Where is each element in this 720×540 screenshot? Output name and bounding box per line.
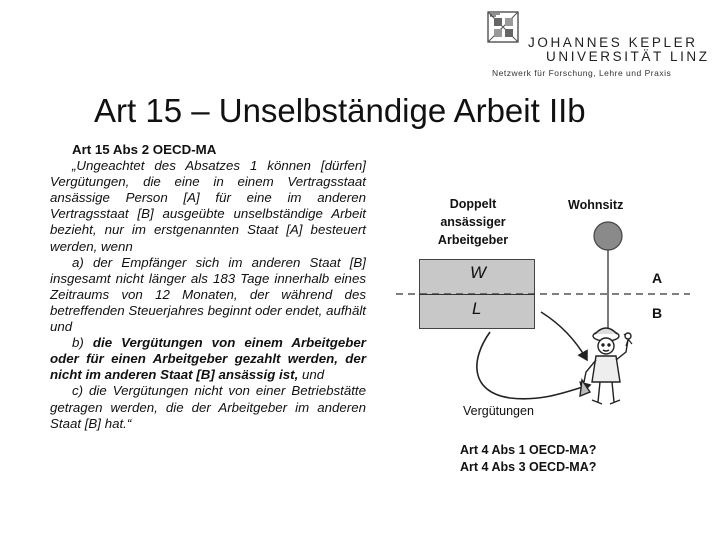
- reference-art4-abs3: Art 4 Abs 3 OECD-MA?: [460, 460, 597, 474]
- article-heading: Art 15 Abs 2 OECD-MA: [72, 142, 217, 157]
- worker-figure-icon: [580, 328, 632, 404]
- logo-tagline: Netzwerk für Forschung, Lehre und Praxis: [492, 68, 672, 78]
- employer-label: Doppelt ansässiger Arbeitgeber: [437, 197, 509, 247]
- residence-label: Wohnsitz: [568, 198, 624, 212]
- logo-line-2: UNIVERSITÄT LINZ: [546, 49, 710, 64]
- box-label-l: L: [472, 299, 482, 318]
- page-title: Art 15 – Unselbständige Arbeit IIb: [94, 92, 586, 129]
- condition-b-bold: die Vergütungen von einem Arbeitgeber oder für einen Arbeitgeber gezahlt werden, der nicht im anderen Staat [B] ansässig ist,: [50, 335, 366, 383]
- logo-line-1: JOHANNES KEPLER: [528, 35, 698, 50]
- condition-c-text: c) die Vergütungen nicht von einer Betriebstätte getragen werden, die der Arbeitgeber im anderen Staat [B] hat.: [50, 383, 366, 431]
- residence-circle-icon: [594, 222, 622, 250]
- article-intro: „Ungeachtet des Absatzes 1 können [dürfen] Vergütungen, die eine in einem Vertragsstaat ansässige Person [A] für eine im anderen Vertragsstaat [B] ausgeübte unselbständige Arbeit bezieht, nur im erstgenannten Staat [A] besteuert werden, wenn: [50, 158, 366, 254]
- assignment-arrow: [541, 312, 587, 360]
- condition-c-close: “: [126, 415, 132, 431]
- box-label-w: W: [470, 263, 487, 282]
- reference-art4-abs1: Art 4 Abs 1 OECD-MA?: [460, 443, 597, 457]
- state-a-label: A: [652, 270, 663, 286]
- condition-b-suffix: und: [298, 367, 325, 383]
- condition-b-prefix: b): [72, 335, 93, 351]
- state-b-label: B: [652, 305, 663, 321]
- payments-arrow: [477, 332, 590, 399]
- payments-label: Vergütungen: [463, 404, 534, 418]
- condition-a: a) der Empfänger sich im anderen Staat [B] insgesamt nicht länger als 183 Tage innerhalb eines Zeitraums von 12 Monaten, der während des betreffenden Steuerjahres beginnt oder endet, aufhält und: [50, 254, 366, 335]
